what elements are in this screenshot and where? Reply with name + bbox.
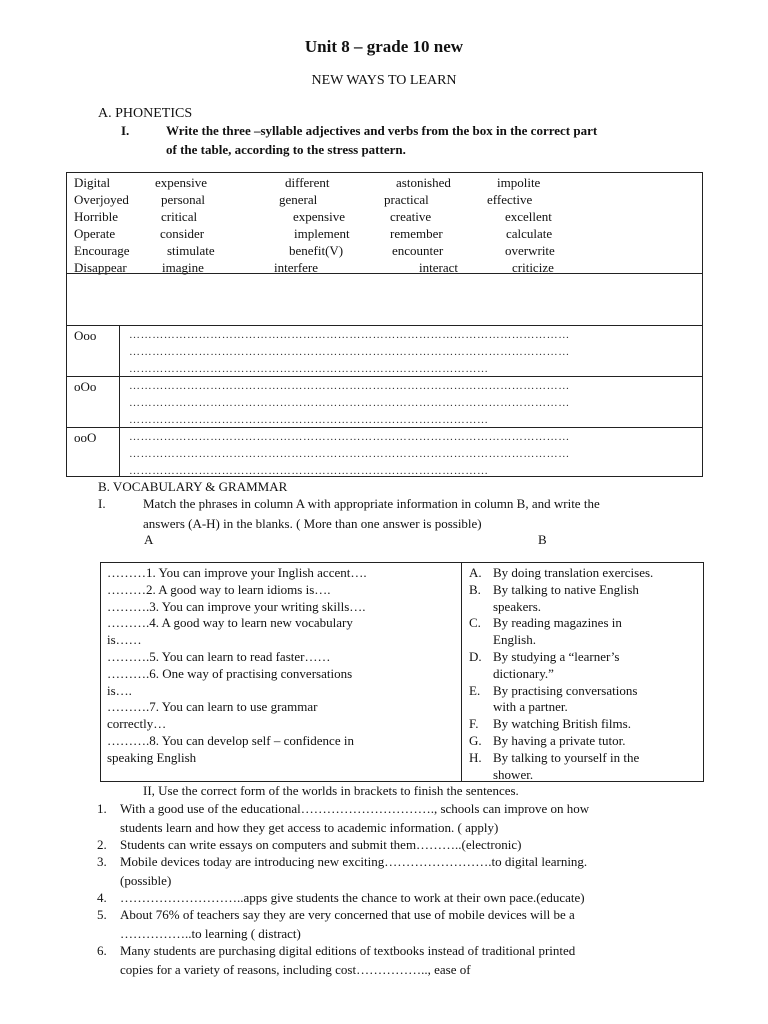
task-instruction-line1: Match the phrases in column A with appropriate information in column B, and write the: [143, 496, 600, 511]
option-item: [469, 582, 701, 616]
vocab-word: criticize: [512, 260, 554, 275]
exercise-text[interactable]: [120, 853, 690, 889]
vocab-word: Overjoyed: [74, 192, 129, 207]
answer-line[interactable]: ……………………………………………………………………………………………………: [129, 448, 570, 460]
option-line: By talking to native English: [493, 581, 639, 597]
option-text: [493, 733, 701, 750]
option-text: [493, 615, 701, 649]
exercise-line: ……………..to learning ( distract): [120, 926, 301, 941]
vocab-word: encounter: [392, 243, 444, 258]
option-item: [469, 750, 701, 784]
option-text: [493, 750, 701, 784]
section-b-heading: B. VOCABULARY & GRAMMAR: [98, 479, 288, 494]
phonetics-table: [66, 172, 703, 477]
option-line: By having a private tutor.: [493, 732, 626, 748]
column-b-label: B: [538, 532, 547, 547]
option-letter: G.: [469, 732, 482, 748]
stress-pattern-2: oOo: [74, 379, 97, 394]
exercise-text[interactable]: [120, 942, 690, 978]
answer-line[interactable]: ……………………………………………………………………………………………………: [129, 397, 570, 409]
vocab-word: implement: [294, 226, 350, 241]
part2-instruction: II, Use the correct form of the worlds in brackets to finish the sentences.: [143, 783, 519, 798]
column-a-line: is……: [107, 632, 142, 648]
answer-line[interactable]: ……………………………………………………………………………………………………: [129, 346, 570, 358]
option-item: [469, 649, 701, 683]
option-line: English.: [493, 632, 536, 648]
exercise-number: 6.: [97, 943, 107, 958]
vocab-word: consider: [160, 226, 205, 241]
column-a-line: is….: [107, 682, 132, 698]
option-letter: H.: [469, 749, 482, 765]
answer-line[interactable]: …………………………………………………………………………………: [129, 414, 489, 426]
column-a-label: A: [144, 532, 154, 547]
column-a-line: ……….7. You can learn to use grammar: [107, 699, 318, 715]
option-line: speakers.: [493, 598, 542, 614]
column-a-line: ……….3. You can improve your writing skills….: [107, 598, 366, 614]
vocab-word: Encourage: [74, 243, 130, 258]
exercise-number: 5.: [97, 907, 107, 922]
option-letter: A.: [469, 565, 482, 580]
option-line: By studying a “learner’s: [493, 648, 620, 664]
vocab-word: creative: [390, 209, 432, 224]
vocab-word: stimulate: [167, 243, 215, 258]
option-line: with a partner.: [493, 699, 568, 715]
column-a-line: correctly…: [107, 716, 167, 732]
column-a-line: ………2. A good way to learn idioms is….: [107, 581, 331, 597]
page-title: Unit 8 – grade 10 new: [304, 37, 464, 56]
exercise-line: With a good use of the educational…………………………., schools can improve on how: [120, 801, 590, 816]
column-a-line: ……….5. You can learn to read faster……: [107, 648, 331, 664]
column-b: [469, 565, 701, 783]
exercise-text[interactable]: [120, 889, 690, 906]
vocab-word: Operate: [74, 226, 116, 241]
vocab-word: excellent: [505, 209, 552, 224]
option-text: [493, 582, 701, 616]
option-line: dictionary.”: [493, 665, 554, 681]
vocab-word: Digital: [74, 175, 111, 190]
answer-line[interactable]: ……………………………………………………………………………………………………: [129, 380, 570, 392]
exercise-number: 4.: [97, 890, 107, 905]
exercise-line: ………………………..apps give students the chance to work at their own pace.(educate): [120, 890, 585, 905]
vocab-word: impolite: [497, 175, 541, 190]
exercise-number: 1.: [97, 801, 107, 816]
option-text: [493, 565, 701, 582]
task-instruction-line1: Write the three –syllable adjectives and verbs from the box in the correct part: [166, 123, 598, 138]
vocab-word: remember: [390, 226, 443, 241]
stress-pattern-1: Ooo: [74, 328, 97, 343]
option-line: By reading magazines in: [493, 615, 622, 631]
exercise-line: Mobile devices today are introducing new exciting…………………….to digital learning.: [120, 854, 588, 869]
option-line: shower.: [493, 766, 534, 782]
exercise-number: 2.: [97, 837, 107, 852]
vocab-word: Horrible: [74, 209, 119, 224]
option-item: [469, 615, 701, 649]
option-item: [469, 683, 701, 717]
vocab-word: benefit(V): [289, 243, 344, 258]
exercise-line: copies for a variety of reasons, including cost…………….., ease of: [120, 962, 471, 977]
option-line: By watching British films.: [493, 716, 631, 732]
vocab-word: personal: [161, 192, 206, 207]
vocab-word: effective: [487, 192, 533, 207]
column-a-line: ………1. You can improve your Inglish accent….: [107, 565, 367, 580]
option-item: [469, 716, 701, 733]
vocab-word: imagine: [162, 260, 204, 275]
stress-pattern-3: ooO: [74, 430, 97, 445]
option-item: [469, 733, 701, 750]
option-text: [493, 716, 701, 733]
task-instruction-line2: answers (A-H) in the blanks. ( More than one answer is possible): [143, 516, 482, 531]
option-letter: B.: [469, 581, 481, 597]
option-line: By practising conversations: [493, 682, 638, 698]
exercise-line: Students can write essays on computers and submit them………..(electronic): [120, 837, 522, 852]
task-instruction-line2: of the table, according to the stress pattern.: [166, 142, 406, 157]
vocab-word: interfere: [274, 260, 319, 275]
vocab-word: overwrite: [505, 243, 555, 258]
vocab-word: interact: [419, 260, 458, 275]
column-a: [107, 565, 455, 767]
task-number: I.: [98, 496, 106, 511]
answer-line[interactable]: …………………………………………………………………………………: [129, 363, 489, 375]
answer-line[interactable]: ……………………………………………………………………………………………………: [129, 329, 570, 341]
exercise-line: Many students are purchasing digital editions of textbooks instead of traditional printed: [120, 943, 576, 958]
answer-line[interactable]: ……………………………………………………………………………………………………: [129, 431, 570, 443]
exercise-text[interactable]: [120, 800, 690, 836]
exercise-text[interactable]: [120, 906, 690, 942]
option-line: By talking to yourself in the: [493, 749, 640, 765]
column-a-line: ……….6. One way of practising conversations: [107, 665, 353, 681]
vocab-word: calculate: [506, 226, 553, 241]
option-letter: E.: [469, 682, 481, 698]
option-letter: C.: [469, 615, 481, 631]
column-a-line: ……….4. A good way to learn new vocabulary: [107, 615, 353, 631]
exercise-text[interactable]: [120, 836, 690, 853]
answer-line[interactable]: …………………………………………………………………………………: [129, 465, 489, 477]
option-letter: D.: [469, 648, 482, 664]
option-letter: F.: [469, 716, 479, 732]
exercise-line: About 76% of teachers say they are very concerned that use of mobile devices will be a: [120, 907, 575, 922]
vocab-word: critical: [161, 209, 198, 224]
option-text: [493, 683, 701, 717]
vocab-word: different: [285, 175, 330, 190]
vocab-word: Disappear: [74, 260, 127, 275]
vocab-word: expensive: [293, 209, 345, 224]
task-number: I.: [121, 123, 130, 138]
section-a-heading: A. PHONETICS: [98, 106, 193, 121]
option-text: [493, 649, 701, 683]
column-a-line: speaking English: [107, 749, 197, 765]
vocab-word: expensive: [155, 175, 207, 190]
vocab-word: practical: [384, 192, 429, 207]
exercise-number: 3.: [97, 854, 107, 869]
option-line: By doing translation exercises.: [493, 565, 654, 580]
vocab-word: astonished: [396, 175, 451, 190]
column-a-line: ……….8. You can develop self – confidence in: [107, 732, 354, 748]
option-item: [469, 565, 701, 582]
exercise-line: students learn and how they get access to academic information. ( apply): [120, 820, 499, 835]
exercise-line: (possible): [120, 873, 172, 888]
vocab-word: general: [279, 192, 318, 207]
matching-table: [100, 562, 704, 782]
page-subtitle: NEW WAYS TO LEARN: [311, 73, 457, 88]
